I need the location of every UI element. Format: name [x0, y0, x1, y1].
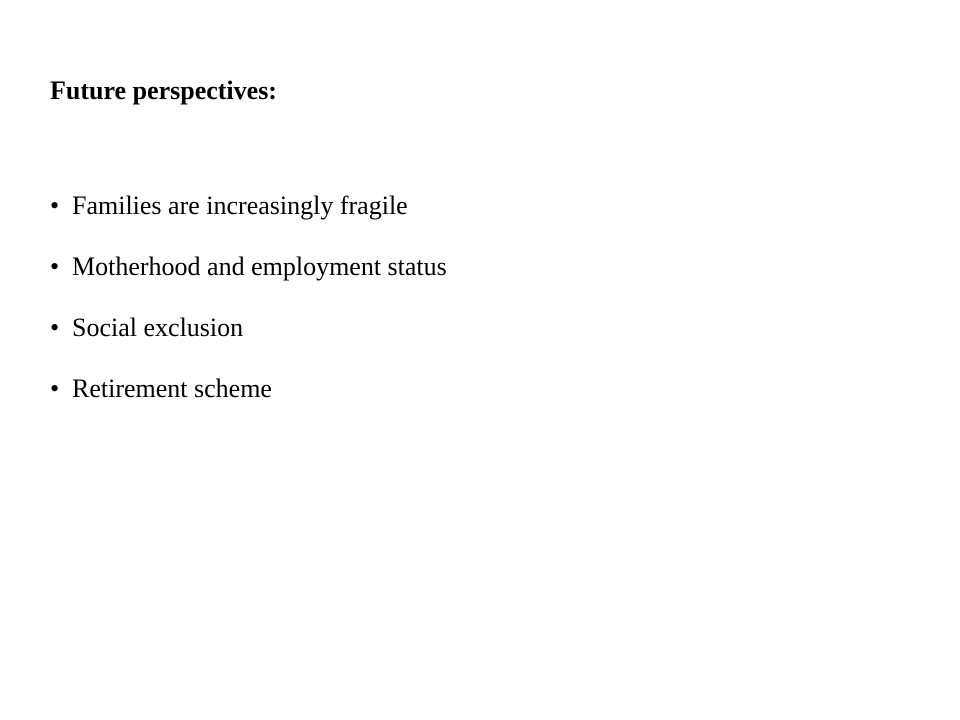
bullet-item [50, 312, 447, 344]
bullet-list [50, 190, 447, 434]
bullet-text: Social exclusion [72, 313, 244, 342]
bullet-item [50, 190, 447, 222]
bullet-item [50, 373, 447, 405]
bullet-text: Retirement scheme [72, 374, 272, 403]
bullet-icon: • [50, 191, 60, 220]
bullet-text: Families are increasingly fragile [72, 191, 408, 220]
bullet-icon: • [50, 374, 60, 403]
bullet-text: Motherhood and employment status [72, 252, 447, 281]
bullet-icon: • [50, 252, 60, 281]
bullet-item [50, 251, 447, 283]
slide-title: Future perspectives: [50, 76, 277, 105]
bullet-icon: • [50, 313, 60, 342]
